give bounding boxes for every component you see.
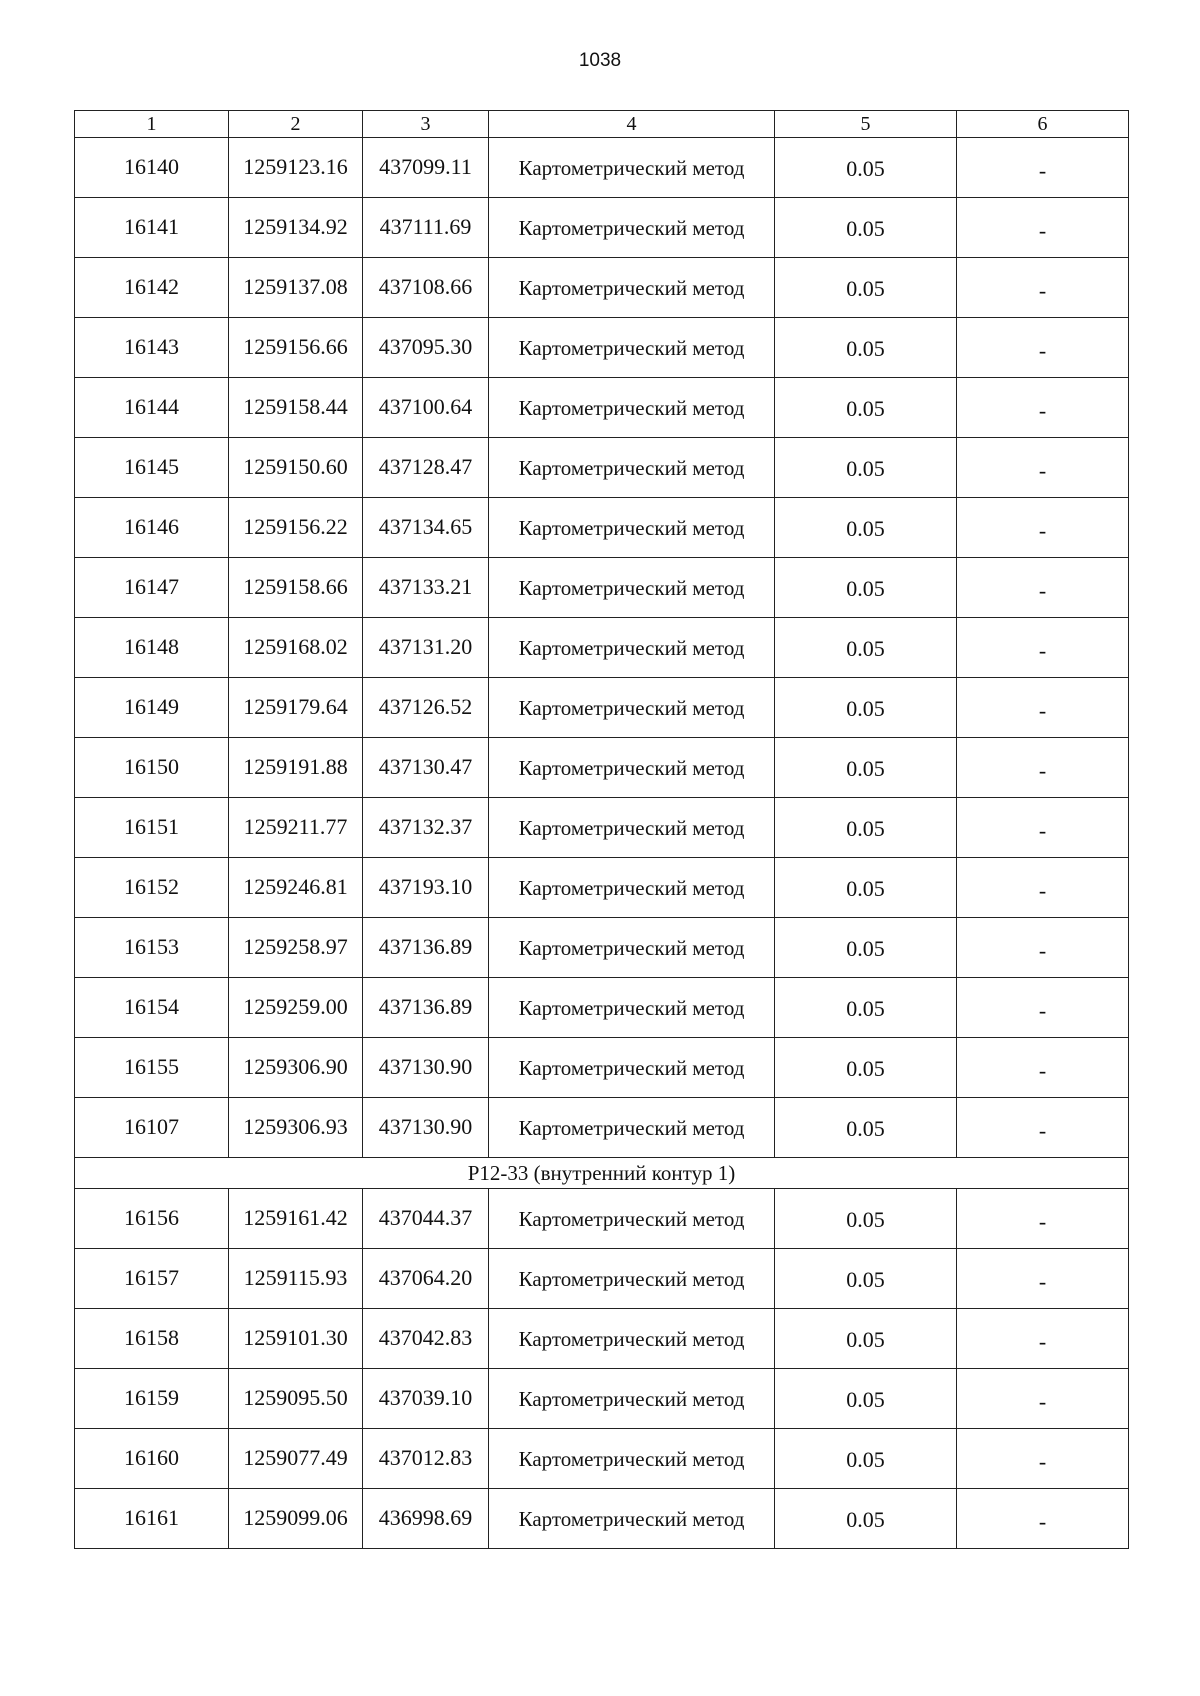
accuracy-cell: 0.05 <box>775 1489 957 1549</box>
table-row <box>75 558 1129 618</box>
y-coordinate-cell: 436998.69 <box>363 1489 489 1549</box>
table-row <box>75 198 1129 258</box>
table-row <box>75 1429 1129 1489</box>
table-row <box>75 1489 1129 1549</box>
x-coordinate-cell: 1259211.77 <box>229 798 363 858</box>
column-header: 5 <box>775 111 957 138</box>
table-row <box>75 378 1129 438</box>
note-cell: - <box>957 558 1129 618</box>
point-number-cell: 16149 <box>75 678 229 738</box>
x-coordinate-cell: 1259156.22 <box>229 498 363 558</box>
accuracy-cell: 0.05 <box>775 1098 957 1158</box>
y-coordinate-cell: 437132.37 <box>363 798 489 858</box>
point-number-cell: 16145 <box>75 438 229 498</box>
method-cell: Картометрический метод <box>489 1429 775 1489</box>
accuracy-cell: 0.05 <box>775 1429 957 1489</box>
x-coordinate-cell: 1259191.88 <box>229 738 363 798</box>
note-cell: - <box>957 498 1129 558</box>
point-number-cell: 16157 <box>75 1249 229 1309</box>
accuracy-cell: 0.05 <box>775 738 957 798</box>
y-coordinate-cell: 437039.10 <box>363 1369 489 1429</box>
point-number-cell: 16154 <box>75 978 229 1038</box>
point-number-cell: 16156 <box>75 1189 229 1249</box>
point-number-cell: 16160 <box>75 1429 229 1489</box>
method-cell: Картометрический метод <box>489 438 775 498</box>
table-row <box>75 138 1129 198</box>
accuracy-cell: 0.05 <box>775 438 957 498</box>
note-cell: - <box>957 1189 1129 1249</box>
method-cell: Картометрический метод <box>489 798 775 858</box>
point-number-cell: 16155 <box>75 1038 229 1098</box>
method-cell: Картометрический метод <box>489 318 775 378</box>
accuracy-cell: 0.05 <box>775 318 957 378</box>
note-cell: - <box>957 978 1129 1038</box>
accuracy-cell: 0.05 <box>775 558 957 618</box>
x-coordinate-cell: 1259099.06 <box>229 1489 363 1549</box>
note-cell: - <box>957 1249 1129 1309</box>
x-coordinate-cell: 1259246.81 <box>229 858 363 918</box>
x-coordinate-cell: 1259158.44 <box>229 378 363 438</box>
point-number-cell: 16147 <box>75 558 229 618</box>
note-cell: - <box>957 1098 1129 1158</box>
y-coordinate-cell: 437134.65 <box>363 498 489 558</box>
table-row <box>75 1369 1129 1429</box>
x-coordinate-cell: 1259179.64 <box>229 678 363 738</box>
coordinates-table <box>74 110 1129 1549</box>
accuracy-cell: 0.05 <box>775 678 957 738</box>
x-coordinate-cell: 1259259.00 <box>229 978 363 1038</box>
note-cell: - <box>957 918 1129 978</box>
method-cell: Картометрический метод <box>489 1309 775 1369</box>
y-coordinate-cell: 437126.52 <box>363 678 489 738</box>
accuracy-cell: 0.05 <box>775 258 957 318</box>
table-row <box>75 918 1129 978</box>
method-cell: Картометрический метод <box>489 918 775 978</box>
method-cell: Картометрический метод <box>489 258 775 318</box>
note-cell: - <box>957 798 1129 858</box>
x-coordinate-cell: 1259115.93 <box>229 1249 363 1309</box>
point-number-cell: 16146 <box>75 498 229 558</box>
x-coordinate-cell: 1259134.92 <box>229 198 363 258</box>
header-row <box>75 111 1129 138</box>
table-row <box>75 858 1129 918</box>
section-row <box>75 1158 1129 1189</box>
y-coordinate-cell: 437108.66 <box>363 258 489 318</box>
y-coordinate-cell: 437133.21 <box>363 558 489 618</box>
note-cell: - <box>957 618 1129 678</box>
point-number-cell: 16144 <box>75 378 229 438</box>
note-cell: - <box>957 258 1129 318</box>
point-number-cell: 16141 <box>75 198 229 258</box>
method-cell: Картометрический метод <box>489 378 775 438</box>
method-cell: Картометрический метод <box>489 1489 775 1549</box>
column-header: 2 <box>229 111 363 138</box>
x-coordinate-cell: 1259161.42 <box>229 1189 363 1249</box>
table-row <box>75 1309 1129 1369</box>
x-coordinate-cell: 1259158.66 <box>229 558 363 618</box>
method-cell: Картометрический метод <box>489 978 775 1038</box>
table-row <box>75 318 1129 378</box>
note-cell: - <box>957 378 1129 438</box>
y-coordinate-cell: 437136.89 <box>363 918 489 978</box>
table-row <box>75 798 1129 858</box>
point-number-cell: 16151 <box>75 798 229 858</box>
accuracy-cell: 0.05 <box>775 378 957 438</box>
note-cell: - <box>957 138 1129 198</box>
table-row <box>75 438 1129 498</box>
x-coordinate-cell: 1259156.66 <box>229 318 363 378</box>
y-coordinate-cell: 437095.30 <box>363 318 489 378</box>
y-coordinate-cell: 437100.64 <box>363 378 489 438</box>
point-number-cell: 16142 <box>75 258 229 318</box>
note-cell: - <box>957 1429 1129 1489</box>
x-coordinate-cell: 1259306.90 <box>229 1038 363 1098</box>
y-coordinate-cell: 437012.83 <box>363 1429 489 1489</box>
note-cell: - <box>957 438 1129 498</box>
point-number-cell: 16158 <box>75 1309 229 1369</box>
point-number-cell: 16161 <box>75 1489 229 1549</box>
column-header: 3 <box>363 111 489 138</box>
accuracy-cell: 0.05 <box>775 498 957 558</box>
column-header: 4 <box>489 111 775 138</box>
x-coordinate-cell: 1259258.97 <box>229 918 363 978</box>
y-coordinate-cell: 437136.89 <box>363 978 489 1038</box>
accuracy-cell: 0.05 <box>775 1309 957 1369</box>
table-row <box>75 738 1129 798</box>
table-row <box>75 1249 1129 1309</box>
y-coordinate-cell: 437099.11 <box>363 138 489 198</box>
accuracy-cell: 0.05 <box>775 138 957 198</box>
y-coordinate-cell: 437064.20 <box>363 1249 489 1309</box>
method-cell: Картометрический метод <box>489 1369 775 1429</box>
point-number-cell: 16152 <box>75 858 229 918</box>
table-body <box>75 111 1129 1549</box>
y-coordinate-cell: 437044.37 <box>363 1189 489 1249</box>
method-cell: Картометрический метод <box>489 858 775 918</box>
x-coordinate-cell: 1259123.16 <box>229 138 363 198</box>
point-number-cell: 16148 <box>75 618 229 678</box>
method-cell: Картометрический метод <box>489 1249 775 1309</box>
page-number: 1038 <box>578 50 622 71</box>
y-coordinate-cell: 437128.47 <box>363 438 489 498</box>
table-row <box>75 1038 1129 1098</box>
y-coordinate-cell: 437042.83 <box>363 1309 489 1369</box>
note-cell: - <box>957 1369 1129 1429</box>
x-coordinate-cell: 1259168.02 <box>229 618 363 678</box>
y-coordinate-cell: 437111.69 <box>363 198 489 258</box>
x-coordinate-cell: 1259137.08 <box>229 258 363 318</box>
method-cell: Картометрический метод <box>489 738 775 798</box>
point-number-cell: 16140 <box>75 138 229 198</box>
point-number-cell: 16143 <box>75 318 229 378</box>
method-cell: Картометрический метод <box>489 138 775 198</box>
table-row <box>75 978 1129 1038</box>
method-cell: Картометрический метод <box>489 1189 775 1249</box>
note-cell: - <box>957 738 1129 798</box>
note-cell: - <box>957 1489 1129 1549</box>
accuracy-cell: 0.05 <box>775 858 957 918</box>
accuracy-cell: 0.05 <box>775 1249 957 1309</box>
table-row <box>75 1189 1129 1249</box>
note-cell: - <box>957 198 1129 258</box>
y-coordinate-cell: 437130.90 <box>363 1038 489 1098</box>
accuracy-cell: 0.05 <box>775 1369 957 1429</box>
x-coordinate-cell: 1259077.49 <box>229 1429 363 1489</box>
method-cell: Картометрический метод <box>489 678 775 738</box>
table-row <box>75 498 1129 558</box>
accuracy-cell: 0.05 <box>775 618 957 678</box>
y-coordinate-cell: 437130.47 <box>363 738 489 798</box>
method-cell: Картометрический метод <box>489 558 775 618</box>
accuracy-cell: 0.05 <box>775 1189 957 1249</box>
table-row <box>75 618 1129 678</box>
note-cell: - <box>957 858 1129 918</box>
table-row <box>75 678 1129 738</box>
accuracy-cell: 0.05 <box>775 798 957 858</box>
accuracy-cell: 0.05 <box>775 978 957 1038</box>
section-title: Р12-33 (внутренний контур 1) <box>75 1158 1129 1189</box>
note-cell: - <box>957 1309 1129 1369</box>
point-number-cell: 16150 <box>75 738 229 798</box>
table-row <box>75 1098 1129 1158</box>
accuracy-cell: 0.05 <box>775 198 957 258</box>
accuracy-cell: 0.05 <box>775 1038 957 1098</box>
x-coordinate-cell: 1259150.60 <box>229 438 363 498</box>
point-number-cell: 16159 <box>75 1369 229 1429</box>
note-cell: - <box>957 1038 1129 1098</box>
method-cell: Картометрический метод <box>489 618 775 678</box>
x-coordinate-cell: 1259095.50 <box>229 1369 363 1429</box>
y-coordinate-cell: 437130.90 <box>363 1098 489 1158</box>
accuracy-cell: 0.05 <box>775 918 957 978</box>
y-coordinate-cell: 437193.10 <box>363 858 489 918</box>
x-coordinate-cell: 1259101.30 <box>229 1309 363 1369</box>
y-coordinate-cell: 437131.20 <box>363 618 489 678</box>
note-cell: - <box>957 318 1129 378</box>
method-cell: Картометрический метод <box>489 1098 775 1158</box>
method-cell: Картометрический метод <box>489 498 775 558</box>
table-row <box>75 258 1129 318</box>
note-cell: - <box>957 678 1129 738</box>
column-header: 1 <box>75 111 229 138</box>
column-header: 6 <box>957 111 1129 138</box>
x-coordinate-cell: 1259306.93 <box>229 1098 363 1158</box>
point-number-cell: 16153 <box>75 918 229 978</box>
method-cell: Картометрический метод <box>489 1038 775 1098</box>
method-cell: Картометрический метод <box>489 198 775 258</box>
point-number-cell: 16107 <box>75 1098 229 1158</box>
